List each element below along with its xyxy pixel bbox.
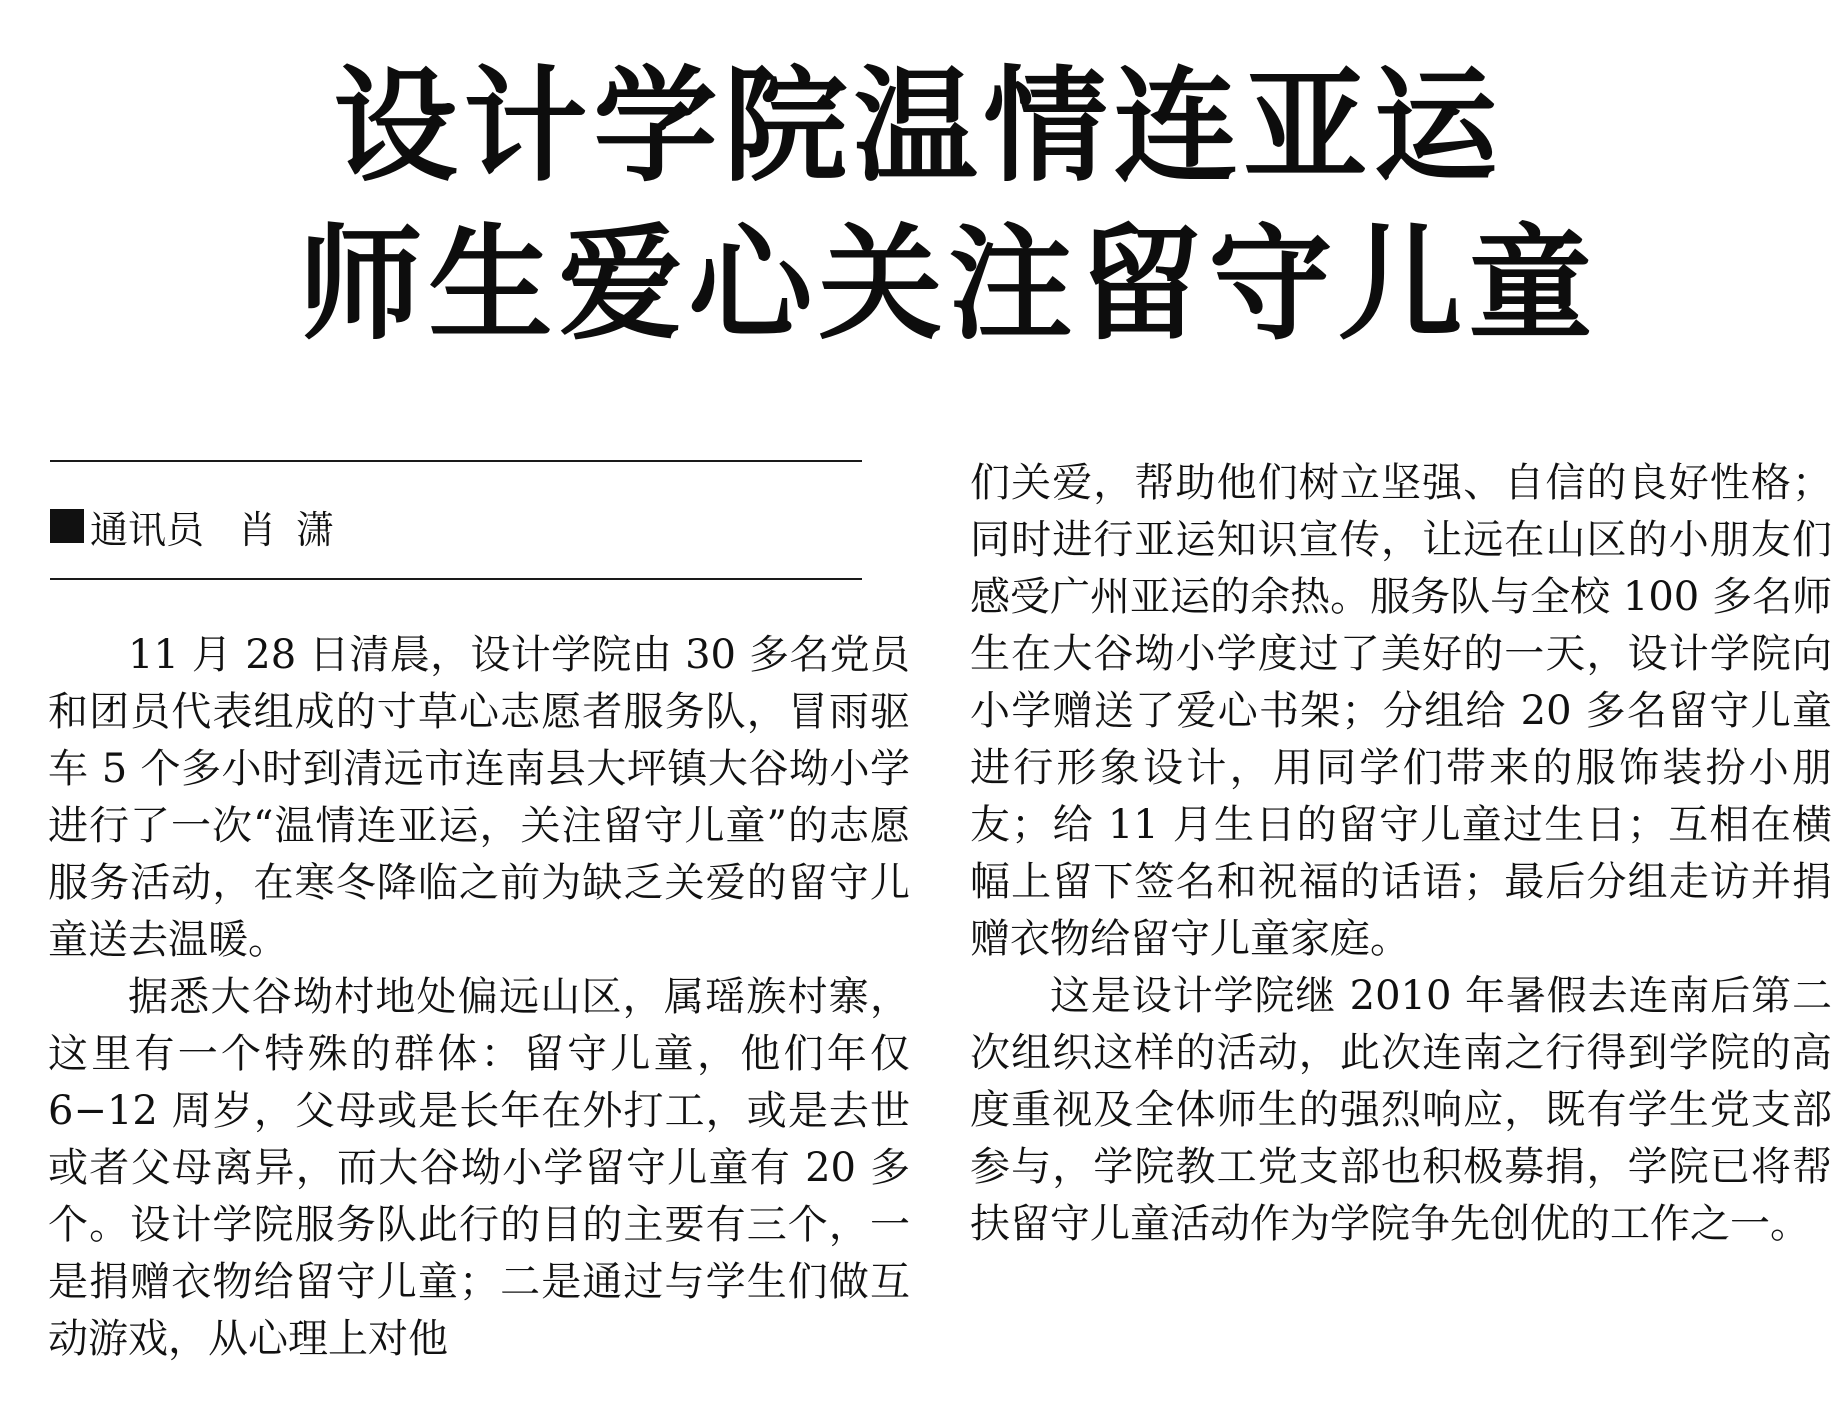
headline-line-1: 设计学院温情连亚运 bbox=[333, 55, 1504, 199]
byline-bottom-rule bbox=[50, 578, 862, 580]
byline-top-rule bbox=[50, 460, 862, 462]
paragraph-2: 据悉大谷坳村地处偏远山区，属瑶族村寨，这里有一个特殊的群体：留守儿童，他们年仅 6−12 周岁，父母或是长年在外打工，或是去世或者父母离异，而大谷坳小学留守儿童有 20 多个。设计学院服务队此行的目的主要有三个，一是捐赠衣物给留守儿童；二是通过与学生们做互动游戏，从心理上对他 bbox=[48, 974, 910, 1362]
byline-author: 肖潇 bbox=[238, 507, 355, 552]
article-left-column bbox=[48, 627, 910, 1368]
byline bbox=[50, 496, 354, 556]
byline-square-icon bbox=[50, 509, 84, 543]
byline-role: 通讯员 bbox=[90, 507, 205, 552]
paragraph-2-continued: 们关爱，帮助他们树立坚强、自信的良好性格；同时进行亚运知识宣传，让远在山区的小朋友们感受广州亚运的余热。服务队与全校 100 多名师生在大谷坳小学度过了美好的一天，设计学院向小学赠送了爱心书架；分组给 20 多名留守儿童进行形象设计，用同学们带来的服饰装扮小朋友；给 11 月生日的留守儿童过生日；互相在横幅上留下签名和祝福的话语；最后分组走访并捐赠衣物给留守儿童家庭。 bbox=[970, 460, 1832, 962]
article-right-column bbox=[970, 455, 1832, 1253]
headline-line-2: 师生爱心关注留守儿童 bbox=[298, 213, 1599, 357]
paragraph-1: 11 月 28 日清晨，设计学院由 30 多名党员和团员代表组成的寸草心志愿者服务队，冒雨驱车 5 个多小时到清远市连南县大坪镇大谷坳小学进行了一次“温情连亚运，关注留守儿童”的志愿服务活动，在寒冬降临之前为缺乏关爱的留守儿童送去温暖。 bbox=[48, 632, 910, 963]
paragraph-3: 这是设计学院继 2010 年暑假去连南后第二次组织这样的活动，此次连南之行得到学院的高度重视及全体师生的强烈响应，既有学生党支部参与，学院教工党支部也积极募捐，学院已将帮扶留守儿童活动作为学院争先创优的工作之一。 bbox=[970, 973, 1832, 1247]
